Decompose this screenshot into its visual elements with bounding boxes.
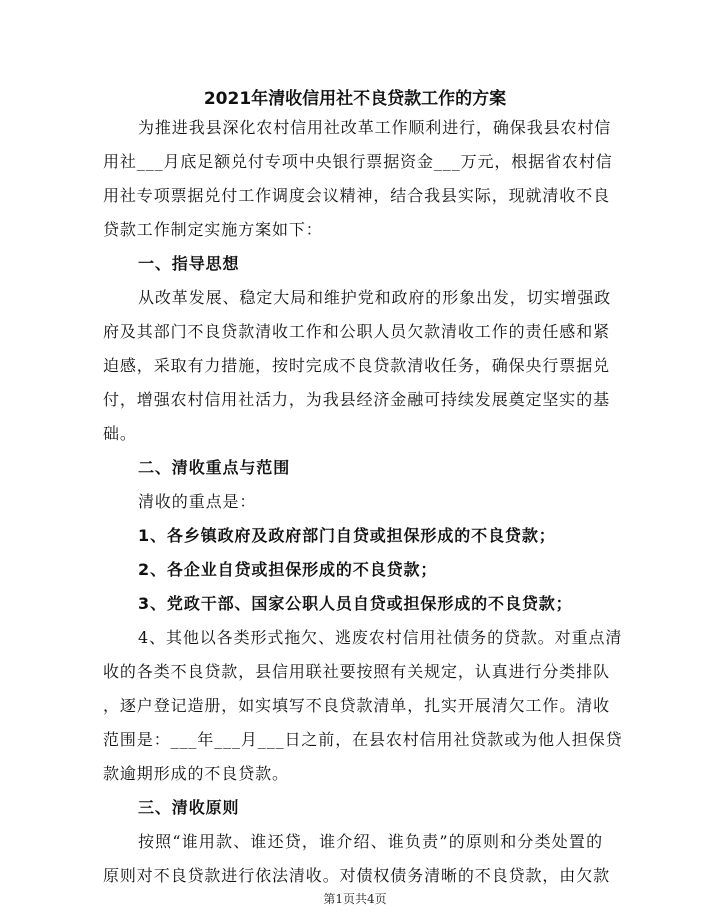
paragraph-line: 为推进我县深化农村信用社改革工作顺利进行，确保我县农村信 — [138, 118, 612, 137]
paragraph-line: 贷款工作制定实施方案如下： — [103, 220, 323, 239]
paragraph-line: 款逾期形成的不良贷款。 — [103, 764, 289, 783]
paragraph-line: 迫感，采取有力措施，按时完成不良贷款清收任务，确保央行票据兑 — [103, 356, 611, 375]
paragraph-line: 4、其他以各类形式拖欠、逃废农村信用社债务的贷款。对重点清 — [138, 628, 623, 647]
paragraph-line: 用社专项票据兑付工作调度会议精神，结合我县实际，现就清收不良 — [103, 186, 611, 205]
paragraph-line: 收的各类不良贷款，县信用联社要按照有关规定，认真进行分类排队 — [103, 662, 611, 681]
paragraph-line: ，逐户登记造册，如实填写不良贷款清单，扎实开展清欠工作。清收 — [103, 696, 611, 715]
paragraph-line: 清收的重点是： — [138, 492, 257, 511]
paragraph-line: 从改革发展、稳定大局和维护党和政府的形象出发，切实增强政 — [138, 288, 612, 307]
paragraph-line: 付，增强农村信用社活力，为我县经济金融可持续发展奠定坚实的基 — [103, 390, 611, 409]
paragraph-line: 按照“谁用款、谁还贷，谁介绍、谁负责”的原则和分类处置的 — [138, 832, 603, 851]
list-item: 3、党政干部、国家公职人员自贷或担保形成的不良贷款； — [138, 594, 573, 613]
paragraph-line: 用社___月底足额兑付专项中央银行票据资金___万元，根据省农村信 — [103, 152, 613, 171]
document-title: 2021年清收信用社不良贷款工作的方案 — [203, 89, 507, 109]
page-number: 第1页共4页 — [323, 892, 387, 906]
paragraph-line: 原则对不良贷款进行依法清收。对债权债务清晰的不良贷款，由欠款 — [103, 866, 611, 885]
paragraph-line: 府及其部门不良贷款清收工作和公职人员欠款清收工作的责任感和紧 — [103, 322, 611, 341]
list-item: 2、各企业自贷或担保形成的不良贷款； — [138, 560, 438, 579]
section-heading: 二、清收重点与范围 — [138, 458, 291, 477]
paragraph-line: 础。 — [103, 424, 137, 443]
paragraph-line: 范围是：___年___月___日之前，在县农村信用社贷款或为他人担保贷 — [103, 730, 623, 749]
list-item: 1、各乡镇政府及政府部门自贷或担保形成的不良贷款； — [138, 526, 556, 545]
section-heading: 一、指导思想 — [138, 254, 240, 273]
section-heading: 三、清收原则 — [138, 798, 240, 817]
